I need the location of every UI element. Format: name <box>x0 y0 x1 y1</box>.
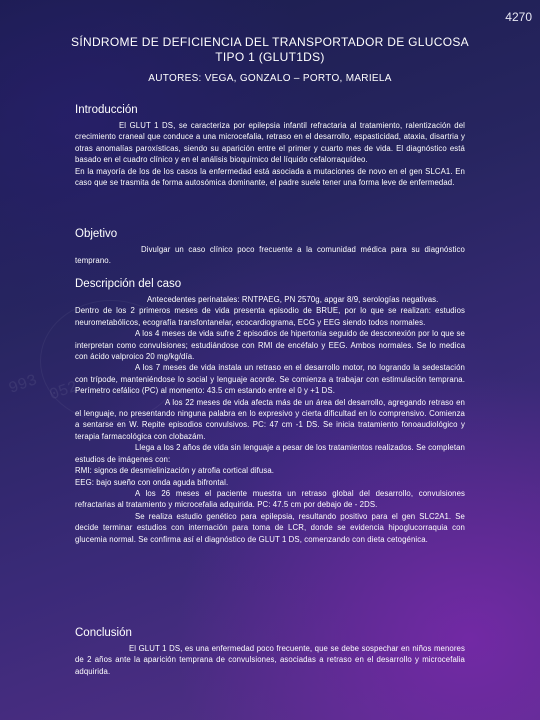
paragraph: A los 22 meses de vida afecta más de un área del desarrollo, agregando retraso en el lenguaje, no presentando ninguna palabra en lo expresivo y cierta dificultad en lo comprensivo. Comienza a sentarse en W. Repite episodios convulsivos. PC: 47 cm -1 DS. Se inicia tratamiento fonoaudiológico y terapia farmacológica con clobazám. <box>75 397 465 441</box>
paragraph: A los 4 meses de vida sufre 2 episodios de hipertonía seguido de desconexión por lo que se interpretan como convulsiones; estudiándose con RMI de encéfalo y EEG. Ambos normales. Se lo medica con ácido valproico 20 mg/kg/día. <box>75 329 465 362</box>
paragraph: El GLUT 1 DS, se caracteriza por epilepsia infantil refractaria al tratamiento, ralentización del crecimiento craneal que conduce a una microcefalia, retraso en el desarrollo, espasticidad, ataxia, disartria y otras anomalías paroxísticas, siendo su aparición entre el primer y cuarto mes de vida. El diagnóstico está basado en el cuadro clínico y en el análisis bioquímico del líquido cefalorraquídeo. <box>75 121 465 165</box>
paragraph: Antecedentes perinatales: RNTPAEG, PN 2570g, apgar 8/9, serologías negativas. <box>147 295 439 304</box>
background-number-pattern: 993 052 <box>6 371 81 405</box>
paragraph: El GLUT 1 DS, es una enfermedad poco frecuente, que se debe sospechar en niños menores de 2 años ante la aparición temprana de convulsiones, asociadas a retraso en el desarrollo y microcefalia adquirida. <box>75 644 465 676</box>
section-heading: Objetivo <box>75 228 118 240</box>
paragraph: Llega a los 2 años de vida sin lenguaje a pesar de los tratamientos realizados. Se completan estudios de imágenes con: <box>75 443 465 464</box>
paragraph: A los 26 meses el paciente muestra un retraso global del desarrollo, convulsiones refractarias al tratamiento y microcefalia adquirida. PC: 47.5 cm por debajo de - 2DS. <box>75 488 465 510</box>
paragraph: EEG: bajo sueño con onda aguda bifrontal. <box>75 477 229 487</box>
paragraph: Se realiza estudio genético para epilepsia, resultando positivo para el gen SLC2A1. Se decide terminar estudios con internación para toma de LCR, donde se evidencia hipoglucorraquia con glucemia normal. Se confirma así el diagnóstico de GLUT 1 DS, comenzando con dieta cetogénica. <box>75 511 465 544</box>
paragraph: A los 7 meses de vida instala un retraso en el desarrollo motor, no logrando la sedestación con trípode, manteniéndose lo social y lenguaje acorde. Se comienza a trabajar con estimulación temprana. Perímetro cefálico (PC) al momento: 43.5 cm estando entre el 0 y +1 DS. <box>75 363 465 396</box>
paragraph: Dentro de los 2 primeros meses de vida presenta episodio de BRUE, por lo que se realizan: estudios neurometabólicos, ecografía transfontanelar, ecocardiograma, ECG y EEG siendo todos normales. <box>75 306 465 327</box>
paragraph: RMI: signos de desmielinización y atrofia cortical difusa. <box>75 466 275 476</box>
section-heading: Introducción <box>75 104 138 116</box>
section-introduction <box>75 104 465 188</box>
section-objective <box>75 228 465 267</box>
paragraph: Divulgar un caso clínico poco frecuente a la comunidad médica para su diagnóstico temprano. <box>75 245 465 266</box>
section-heading: Conclusión <box>75 627 132 639</box>
authors-line: AUTORES: VEGA, GONZALO – PORTO, MARIELA <box>148 73 392 84</box>
document-title: SÍNDROME DE DEFICIENCIA DEL TRANSPORTADOR DE GLUCOSA TIPO 1 (GLUT1DS) <box>71 35 469 64</box>
paragraph: En la mayoría de los de los casos la enfermedad está asociada a mutaciones de novo en el gen SLCA1. En caso que se trasmita de forma autosómica dominante, el padre suele tener una forma leve de enfermedad. <box>75 166 465 188</box>
section-conclusion <box>75 627 465 677</box>
section-heading: Descripción del caso <box>75 278 182 290</box>
section-case-description <box>75 278 465 545</box>
page-number: 4270 <box>505 10 532 24</box>
